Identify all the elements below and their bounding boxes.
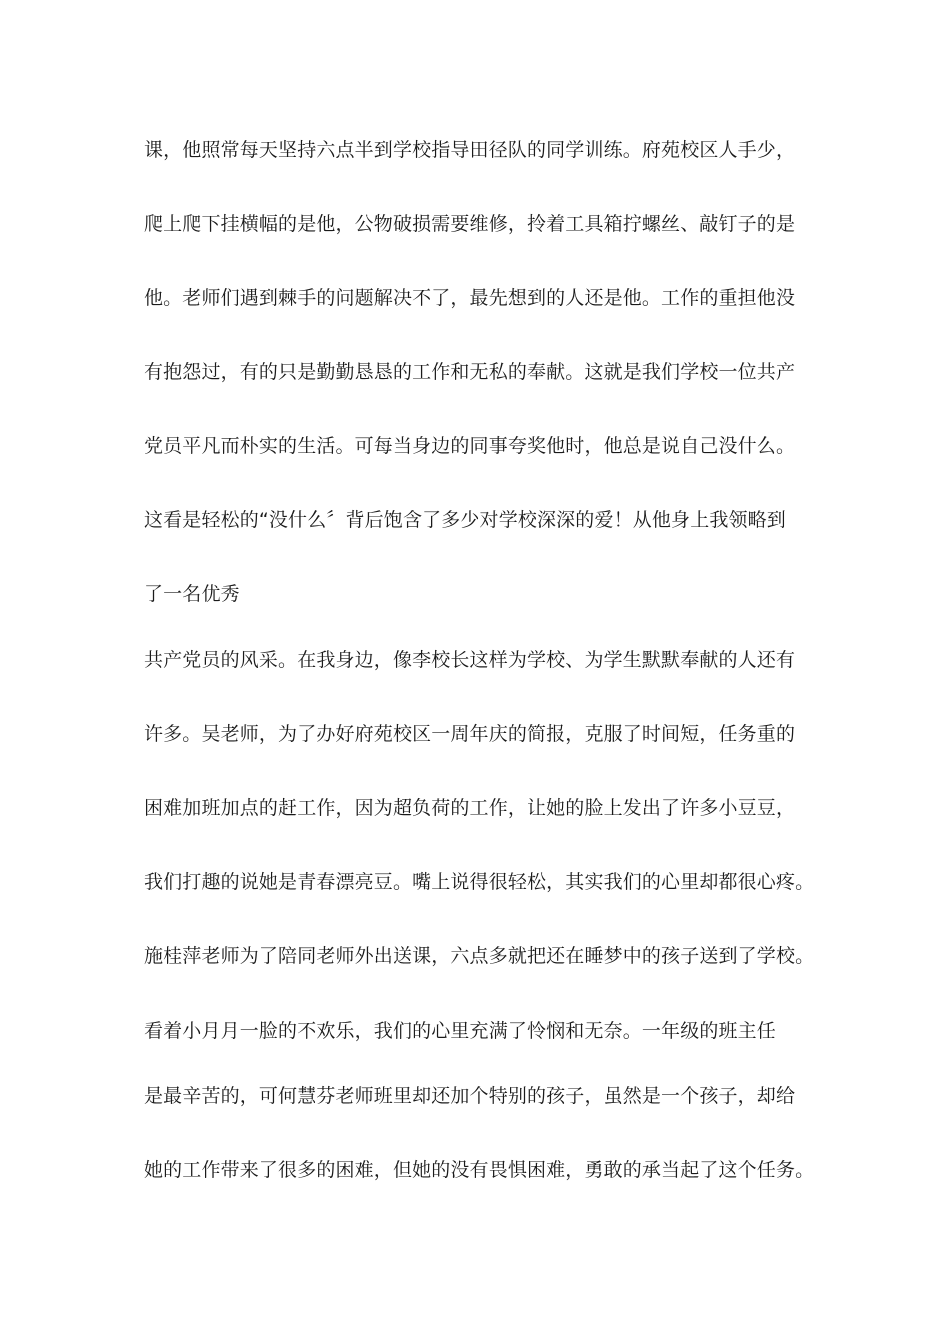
text-line-6: 这看是轻松的“没什么〞背后饱含了多少对学校深深的爱！从他身上我领略到: [144, 509, 786, 531]
text-line-7: 了一名优秀: [144, 583, 240, 605]
text-line-11: 我们打趣的说她是青春漂亮豆。嘴上说得很轻松，其实我们的心里却都很心疼。: [144, 871, 815, 893]
text-line-8: 共产党员的风采。在我身边，像李校长这样为学校、为学生默默奉献的人还有: [144, 649, 796, 671]
text-line-14: 是最辛苦的，可何慧芬老师班里却还加个特别的孩子，虽然是一个孩子，却给: [144, 1085, 796, 1107]
text-line-12: 施桂萍老师为了陪同老师外出送课，六点多就把还在睡梦中的孩子送到了学校。: [144, 945, 815, 967]
text-line-1: 课，他照常每天坚持六点半到学校指导田径队的同学训练。府苑校区人手少，: [144, 139, 796, 161]
text-line-5: 党员平凡而朴实的生活。可每当身边的同事夸奖他时，他总是说自己没什么。: [144, 435, 796, 457]
text-line-10: 困难加班加点的赶工作，因为超负荷的工作，让她的脸上发出了许多小豆豆，: [144, 797, 796, 819]
text-line-9: 许多。吴老师，为了办好府苑校区一周年庆的简报，克服了时间短，任务重的: [144, 723, 796, 745]
text-line-2: 爬上爬下挂横幅的是他，公物破损需要维修，拎着工具箱拧螺丝、敲钉子的是: [144, 213, 796, 235]
text-line-15: 她的工作带来了很多的困难，但她的没有畏惧困难，勇敢的承当起了这个任务。: [144, 1159, 815, 1181]
text-line-3: 他。老师们遇到棘手的问题解决不了，最先想到的人还是他。工作的重担他没: [144, 287, 796, 309]
text-line-13: 看着小月月一脸的不欢乐，我们的心里充满了怜悯和无奈。一年级的班主任: [144, 1020, 776, 1042]
text-line-4: 有抱怨过，有的只是勤勤恳恳的工作和无私的奉献。这就是我们学校一位共产: [144, 361, 796, 383]
